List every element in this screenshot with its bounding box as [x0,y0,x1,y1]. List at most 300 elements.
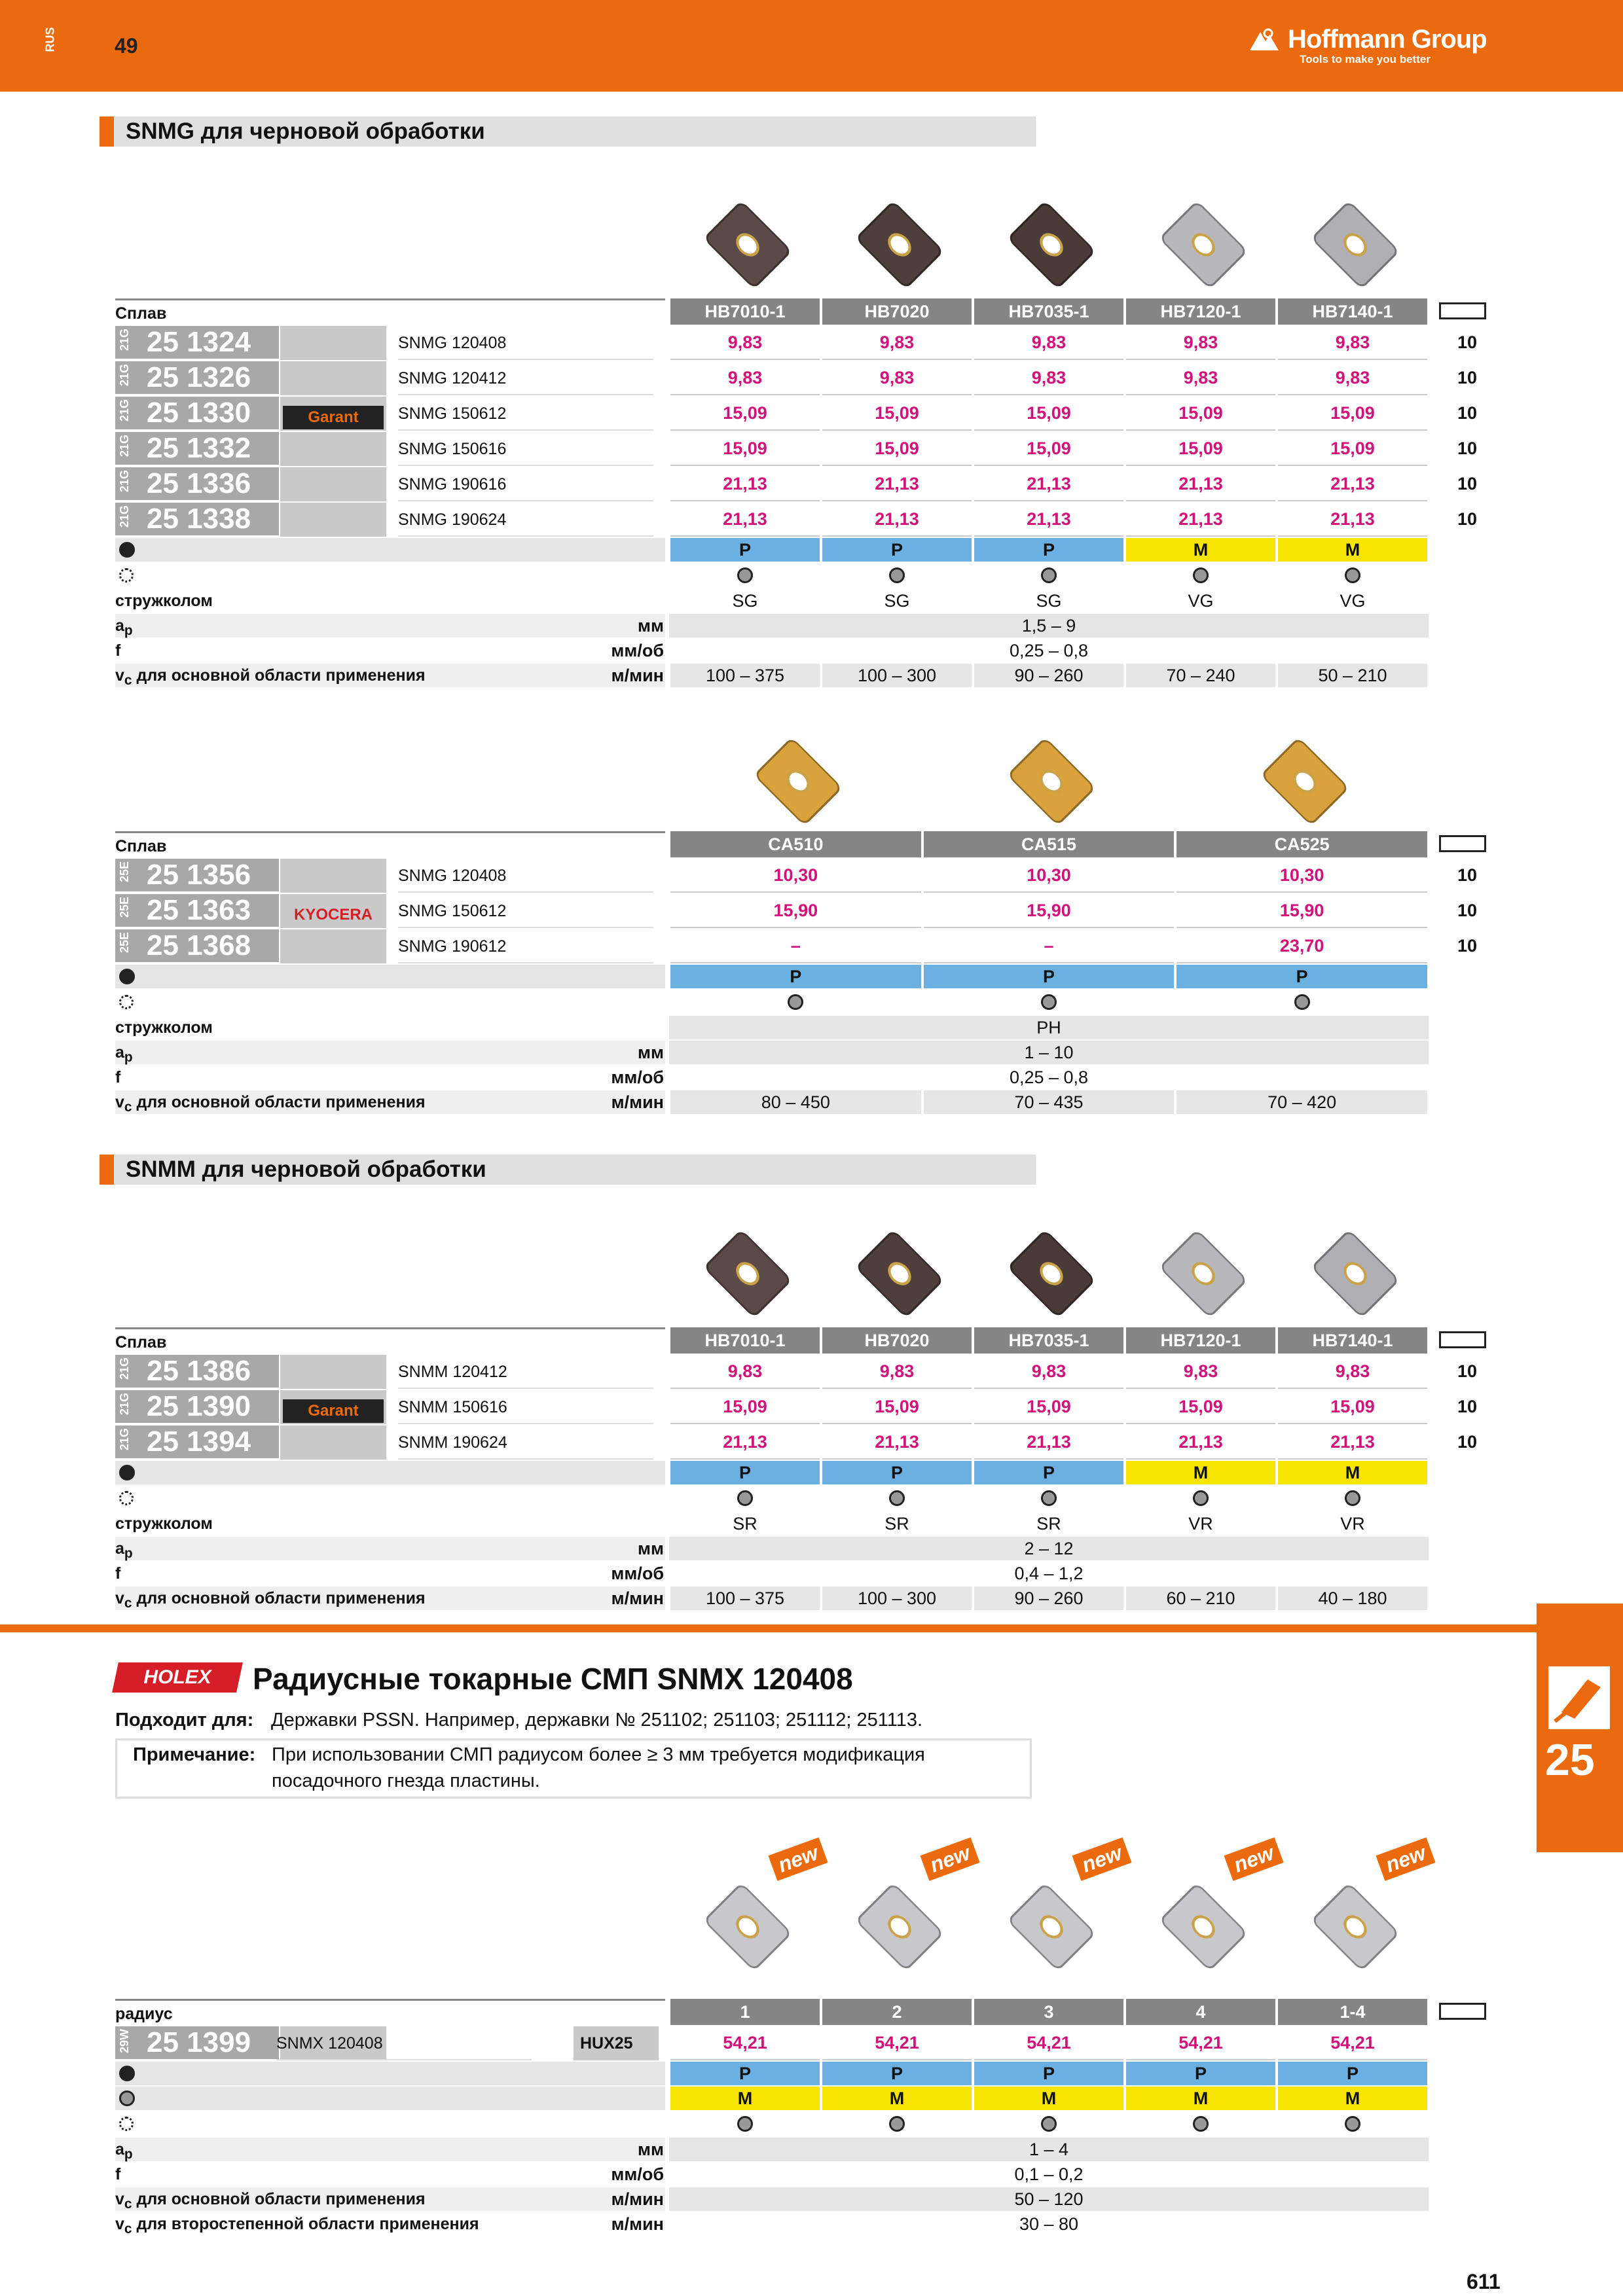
price-cell: 9,83 [974,326,1123,360]
article-number [115,361,279,395]
vc-subscript: c [124,673,132,688]
designation: SNMM 120412 [398,1355,653,1389]
alloy-label: Сплав [115,298,665,325]
chipbreaker-symbol [1345,2116,1360,2132]
article-number [115,326,279,360]
param-value: 0,25 – 0,8 [1009,1067,1089,1087]
vc-text: для основной области применения [132,2190,426,2208]
vc-subscript: c [124,2221,132,2236]
vc-label [115,1090,665,1114]
vc-label [115,1587,665,1610]
open-circle-icon [119,2090,135,2106]
param-label-a [115,2138,665,2161]
insert-hole [1035,765,1067,797]
price-cell: 21,13 [822,1426,972,1460]
article-prefix: 21G [118,1428,131,1451]
alloy-label: радиус [115,1999,665,2025]
param-label-a [115,1537,665,1560]
param-unit: мм [638,616,664,636]
package-icon [1439,835,1486,852]
vc-value: 50 – 120 [669,2187,1429,2211]
insert-image-2 [1007,200,1097,290]
quantity-cell: 10 [1457,474,1478,493]
chipbreaker-symbol [1041,567,1057,583]
price-cell: 15,09 [1278,1390,1427,1424]
grade-header: HB7140-1 [1278,298,1427,325]
logo-text: Hoffmann Group [1288,25,1487,54]
quantity-cell: 10 [1457,901,1478,920]
insert-hole [731,1910,763,1943]
insert-hole [1339,1910,1371,1943]
vc-value: 100 – 300 [822,1587,972,1610]
geometry-icon [119,568,134,583]
insert-hole [883,1257,915,1289]
brand-cell [280,361,386,395]
grade-header: CA510 [670,831,921,857]
vc-unit: м/мин [611,1588,664,1608]
price-cell: 21,13 [670,1426,820,1460]
brand-logo: Garant [283,406,384,429]
price-cell: 10,30 [924,859,1175,893]
vc-text: для основной области применения [132,1093,426,1111]
material-cell: P [974,2062,1123,2085]
price-cell: – [670,929,921,963]
vc-label [115,2187,665,2211]
price-cell: 54,21 [1278,2026,1427,2060]
vc-unit: м/мин [611,2214,664,2234]
holex-logo [112,1662,243,1693]
material-marker-row [115,2062,665,2085]
material-cell: P [670,965,921,988]
price-cell: 9,83 [1278,326,1427,360]
chipbreaker-cell: SG [1036,591,1062,611]
package-icon [1439,1331,1486,1348]
vc-value: 30 – 80 [1019,2214,1079,2234]
grade-header: HB7035-1 [974,1327,1123,1354]
chipbreaker-symbol [788,994,803,1010]
param-unit: мм/об [611,641,664,660]
new-badge: new [920,1837,979,1881]
article-prefix: 21G [118,435,131,457]
material-cell: P [822,538,972,562]
chipbreaker-cell: PH [669,1016,1429,1039]
quantity-cell: 10 [1457,332,1478,352]
price-cell: 9,83 [1126,1355,1275,1389]
chipbreaker-symbol [1193,2116,1209,2132]
material-cell: P [1176,965,1427,988]
price-cell: 15,09 [1278,432,1427,466]
material-cell: P [822,2062,972,2085]
article-prefix: 25E [118,897,131,918]
vc-subscript: c [124,2197,132,2212]
chipbreaker-cell: VR [1340,1514,1365,1534]
vc-value: 90 – 260 [974,1587,1123,1610]
vc-value: 70 – 240 [1126,664,1275,687]
article-code[interactable]: 25 1336 [147,467,251,499]
insert-image-0 [703,200,793,290]
vc-text: для основной области применения [132,1589,426,1607]
article-code[interactable]: 25 1363 [147,894,251,926]
insert-image-0 [754,737,843,827]
grade-cell: HUX25 [574,2026,659,2060]
vc-value: 100 – 375 [670,664,820,687]
hoffmann-logo-icon [1247,27,1281,53]
price-cell: 54,21 [1126,2026,1275,2060]
language-code: RUS [43,27,57,52]
param-subscript: p [124,1546,133,1561]
article-code[interactable]: 25 1386 [147,1355,251,1387]
price-cell: 21,13 [822,467,972,501]
article-number [115,2026,279,2060]
insert-hole [1339,228,1371,260]
insert-hole [1187,1910,1219,1943]
designation: SNMM 150616 [398,1390,653,1424]
price-cell: 21,13 [670,467,820,501]
param-subscript: p [124,623,133,638]
insert-hole [1187,228,1219,260]
grade-header: HB7010-1 [670,298,820,325]
page-number-bottom: 611 [1467,2270,1501,2293]
note-box [115,1738,1032,1799]
article-code[interactable]: 25 1356 [147,859,251,891]
chipbreaker-symbol [889,567,905,583]
logo-tagline: Tools to make you better [1300,53,1431,65]
insert-image-3 [1159,1882,1249,1972]
designation: SNMG 190624 [398,503,653,537]
note-label: Примечание: [133,1744,256,1765]
designation: SNMG 150612 [398,397,653,431]
material-cell: M [974,2087,1123,2110]
price-cell: 21,13 [974,1426,1123,1460]
hoffmann-logo [1247,25,1487,66]
quantity-cell: 10 [1457,509,1478,529]
insert-image-4 [1311,1229,1400,1319]
insert-image-0 [703,1882,793,1972]
price-cell: 21,13 [822,503,972,537]
article-code[interactable]: 25 1326 [147,361,251,393]
article-prefix: 21G [118,364,131,387]
quantity-cell: 10 [1457,403,1478,423]
article-prefix: 25E [118,861,131,883]
price-cell: 15,09 [1278,397,1427,431]
brand-cell [280,432,386,466]
price-cell: 9,83 [670,361,820,395]
price-cell: 15,09 [670,1390,820,1424]
vc-text: для второстепенной области применения [132,2215,479,2233]
article-code[interactable]: 25 1338 [147,503,251,535]
price-cell: 9,83 [670,1355,820,1389]
grade-header: HB7120-1 [1126,1327,1275,1354]
designation: SNMG 120412 [398,361,653,395]
brand-cell [280,503,386,537]
filled-circle-icon [119,1465,135,1480]
price-cell: 9,83 [1278,361,1427,395]
holex-logo-text: HOLEX [143,1666,211,1688]
brand-logo: KYOCERA [293,906,373,924]
vc-label [115,664,665,687]
note-line-2: посадочного гнезда пластины. [272,1770,540,1791]
price-cell: 15,09 [974,1390,1123,1424]
price-cell: 15,90 [670,894,921,928]
insert-hole [1339,1257,1371,1289]
material-cell: P [1278,2062,1427,2085]
article-code[interactable]: 25 1324 [147,326,251,358]
chipbreaker-cell: SG [732,591,758,611]
insert-image-3 [1159,1229,1249,1319]
material-cell: P [670,2062,820,2085]
insert-hole [731,1257,763,1289]
price-cell: 21,13 [974,503,1123,537]
insert-image-1 [855,1882,945,1972]
material-cell: P [1126,2062,1275,2085]
price-cell: 15,09 [974,397,1123,431]
vc-symbol: v [115,2190,124,2208]
insert-image-1 [855,1229,945,1319]
chipbreaker-symbol [1193,567,1209,583]
material-cell: M [670,2087,820,2110]
chipbreaker-symbol [1294,994,1310,1010]
quantity-cell: 10 [1457,368,1478,387]
insert-image-2 [1007,1882,1097,1972]
insert-hole [883,1910,915,1943]
param-unit: мм/об [611,2164,664,2184]
vc-value: 60 – 210 [1126,1587,1275,1610]
chipbreaker-cell: SR [733,1514,757,1534]
material-marker-row [115,965,665,988]
param-symbol: a [115,1539,124,1558]
price-cell: 54,21 [974,2026,1123,2060]
material-marker-row [115,538,665,562]
turning-tool-icon [1548,1666,1610,1729]
article-code[interactable]: 25 1394 [147,1426,251,1458]
param-value: 0,1 – 0,2 [1014,2164,1084,2184]
chipbreaker-symbol [889,1490,905,1506]
section-title-snmm: SNMM для черновой обработки [100,1155,1036,1185]
price-cell: 15,90 [924,894,1175,928]
section-title-snmg: SNMG для черновой обработки [100,117,1036,147]
chipbreaker-cell: VG [1188,591,1214,611]
article-code[interactable]: 25 1330 [147,397,251,429]
chipbreaker-label: стружколом [115,592,213,610]
article-number [115,894,279,928]
article-prefix: 21G [118,399,131,422]
price-cell: 15,09 [822,432,972,466]
vc-value: 70 – 420 [1176,1090,1427,1114]
alloy-label: Сплав [115,831,665,857]
param-symbol: f [115,641,121,660]
param-symbol: f [115,2165,121,2183]
fits-label: Подходит для: [115,1710,254,1731]
param-value: 1,5 – 9 [669,614,1429,637]
material-cell: M [822,2087,972,2110]
designation: SNMG 150612 [398,894,653,928]
article-number [115,432,279,466]
grade-header: HB7120-1 [1126,298,1275,325]
param-unit: мм [638,2140,664,2159]
designation: SNMG 120408 [398,859,653,893]
grade-header: 1-4 [1278,1999,1427,2025]
chipbreaker-cell: SR [1036,1514,1061,1534]
filled-circle-icon [119,2066,135,2081]
param-unit: мм [638,1539,664,1558]
article-prefix: 21G [118,1357,131,1380]
param-symbol: a [115,1043,124,1062]
price-cell: 9,83 [822,1355,972,1389]
price-cell: 9,83 [1278,1355,1427,1389]
price-cell: 15,09 [1126,1390,1275,1424]
designation: SNMG 190612 [398,929,653,963]
param-label-f [115,2162,665,2186]
chipbreaker-symbol [1041,2116,1057,2132]
vc-subscript: c [124,1596,132,1611]
insert-image-4 [1311,200,1400,290]
price-cell: 15,09 [670,397,820,431]
brand-cell [280,1355,386,1389]
chipbreaker-cell: SG [884,591,910,611]
param-label-f [115,639,665,662]
price-cell: 21,13 [1126,503,1275,537]
article-code[interactable]: 25 1368 [147,929,251,961]
material-cell: M [1126,2087,1275,2110]
price-cell: 21,13 [974,467,1123,501]
material-cell: P [822,1461,972,1484]
new-badge: new [1224,1837,1283,1881]
material-marker-row [115,2087,665,2110]
insert-hole [731,228,763,260]
brand-logo: Garant [283,1399,384,1423]
material-cell: M [1278,2087,1427,2110]
price-cell: 23,70 [1176,929,1427,963]
section-title-snmx: Радиусные токарные СМП SNMX 120408 [253,1662,853,1696]
quantity-cell: 10 [1457,1397,1478,1416]
vc-label [115,2212,665,2236]
param-symbol: f [115,1564,121,1583]
quantity-cell: 10 [1457,439,1478,458]
price-cell: 54,21 [670,2026,820,2060]
article-code[interactable]: 25 1390 [147,1390,251,1422]
price-cell: 15,09 [1126,432,1275,466]
material-cell: M [1126,538,1275,562]
chipbreaker-symbol [1041,1490,1057,1506]
geometry-icon [119,1491,134,1505]
article-number [115,503,279,537]
vc-symbol: v [115,1093,124,1111]
chipbreaker-symbol [737,2116,753,2132]
article-prefix: 21G [118,470,131,493]
article-code[interactable]: 25 1399 [147,2026,251,2058]
grade-header: CA515 [924,831,1175,857]
param-label-a [115,1041,665,1064]
price-cell: 10,30 [670,859,921,893]
chipbreaker-symbol [1345,1490,1360,1506]
page-number-top: 49 [115,34,138,58]
price-cell: 21,13 [1126,1426,1275,1460]
grade-header: 2 [822,1999,972,2025]
insert-hole [1187,1257,1219,1289]
param-value: 1 – 10 [669,1041,1429,1064]
section-separator [0,1624,1623,1632]
price-cell: 21,13 [1278,467,1427,501]
article-number [115,1355,279,1389]
grade-header: HB7020 [822,298,972,325]
article-number [115,467,279,501]
price-cell: 54,21 [822,2026,972,2060]
new-badge: new [768,1837,828,1881]
vc-value: 100 – 375 [670,1587,820,1610]
insert-image-2 [1260,737,1349,827]
vc-value: 100 – 300 [822,664,972,687]
designation: SNMG 190616 [398,467,653,501]
quantity-cell: 10 [1457,865,1478,885]
brand-logo [283,2036,384,2059]
price-cell: 9,83 [1126,361,1275,395]
designation: SNMM 190624 [398,1426,653,1460]
chipbreaker-symbol [889,2116,905,2132]
vc-symbol: v [115,666,124,685]
filled-circle-icon [119,969,135,984]
chipbreaker-symbol [737,567,753,583]
package-icon [1439,302,1486,319]
material-cell: M [1278,1461,1427,1484]
vc-value: 50 – 210 [1278,664,1427,687]
param-symbol: a [115,2140,124,2159]
chipbreaker-cell: SR [884,1514,909,1534]
price-cell: 15,09 [670,432,820,466]
article-code[interactable]: 25 1332 [147,432,251,464]
param-value: 0,25 – 0,8 [1009,641,1089,660]
note-line-1: При использовании СМП радиусом более ≥ 3 мм требуется модификация [272,1744,925,1765]
param-value: 2 – 12 [669,1537,1429,1560]
price-cell: 21,13 [1278,1426,1427,1460]
chipbreaker-symbol [737,1490,753,1506]
grade-header: 4 [1126,1999,1275,2025]
vc-unit: м/мин [611,2189,664,2209]
price-cell: – [924,929,1175,963]
chipbreaker-cell: VG [1340,591,1366,611]
material-cell: M [1278,538,1427,562]
grade-header: CA525 [1176,831,1427,857]
vc-value: 70 – 435 [924,1090,1175,1114]
designation: SNMG 150616 [398,432,653,466]
article-prefix: 21G [118,505,131,528]
vc-symbol: v [115,1589,124,1607]
price-cell: 15,09 [822,397,972,431]
quantity-cell: 10 [1457,936,1478,956]
material-cell: P [974,1461,1123,1484]
geometry-row [115,2111,665,2136]
chapter-tab[interactable] [1537,1604,1623,1852]
article-number [115,1390,279,1424]
vc-value: 80 – 450 [670,1090,921,1114]
vc-unit: м/мин [611,666,664,685]
price-cell: 9,83 [974,361,1123,395]
geometry-row [115,990,665,1014]
chapter-number: 25 [1545,1735,1595,1785]
param-unit: мм/об [611,1067,664,1087]
article-prefix: 21G [118,1393,131,1416]
insert-hole [782,765,814,797]
chipbreaker-symbol [1041,994,1057,1010]
insert-hole [1288,765,1321,797]
param-unit: мм/об [611,1564,664,1583]
vc-value: 90 – 260 [974,664,1123,687]
insert-hole [1035,228,1067,260]
brand-cell [280,1426,386,1460]
param-unit: мм [638,1043,664,1062]
insert-image-0 [703,1229,793,1319]
geometry-icon [119,995,134,1009]
filled-circle-icon [119,542,135,558]
